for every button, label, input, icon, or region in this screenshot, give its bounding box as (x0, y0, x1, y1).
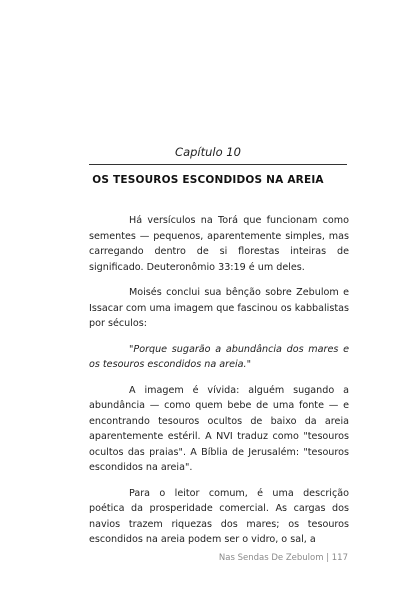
chapter-title: OS TESOUROS ESCONDIDOS NA AREIA (92, 174, 324, 186)
chapter-label: Capítulo 10 (175, 145, 241, 159)
paragraph-2: Moisés conclui sua bênção sobre Zebulom e Issacar com uma imagem que fascinou os kabbalistas por séculos: (89, 287, 349, 329)
paragraph-1: Há versículos na Torá que funcionam como sementes — pequenos, aparentemente simples, mas carregando dentro de si florestas inteiras de significado. Deuteronômio 33:19 é um deles. (89, 215, 349, 273)
paragraph-5: Para o leitor comum, é uma descrição poética da prosperidade comercial. As cargas dos navios trazem riquezas dos mares; os tesouros escondidos na areia podem ser o vidro, o sal, a (89, 487, 349, 545)
chapter-divider (89, 164, 347, 165)
running-footer: Nas Sendas De Zebulom | 117 (218, 553, 348, 563)
scripture-quote: "Porque sugarão a abundância dos mares e os tesouros escondidos na areia." (89, 343, 349, 370)
paragraph-4: A imagem é vívida: alguém sugando a abundância — como quem bebe de uma fonte — e encontrando tesouros ocultos de baixo da areia aparentemente estéril. A NVI traduz como "tesouros ocultos das praias". A Bíblia de Jerusalém: "tesouros escondidos na areia". (89, 384, 349, 473)
chapter-body (89, 213, 349, 558)
